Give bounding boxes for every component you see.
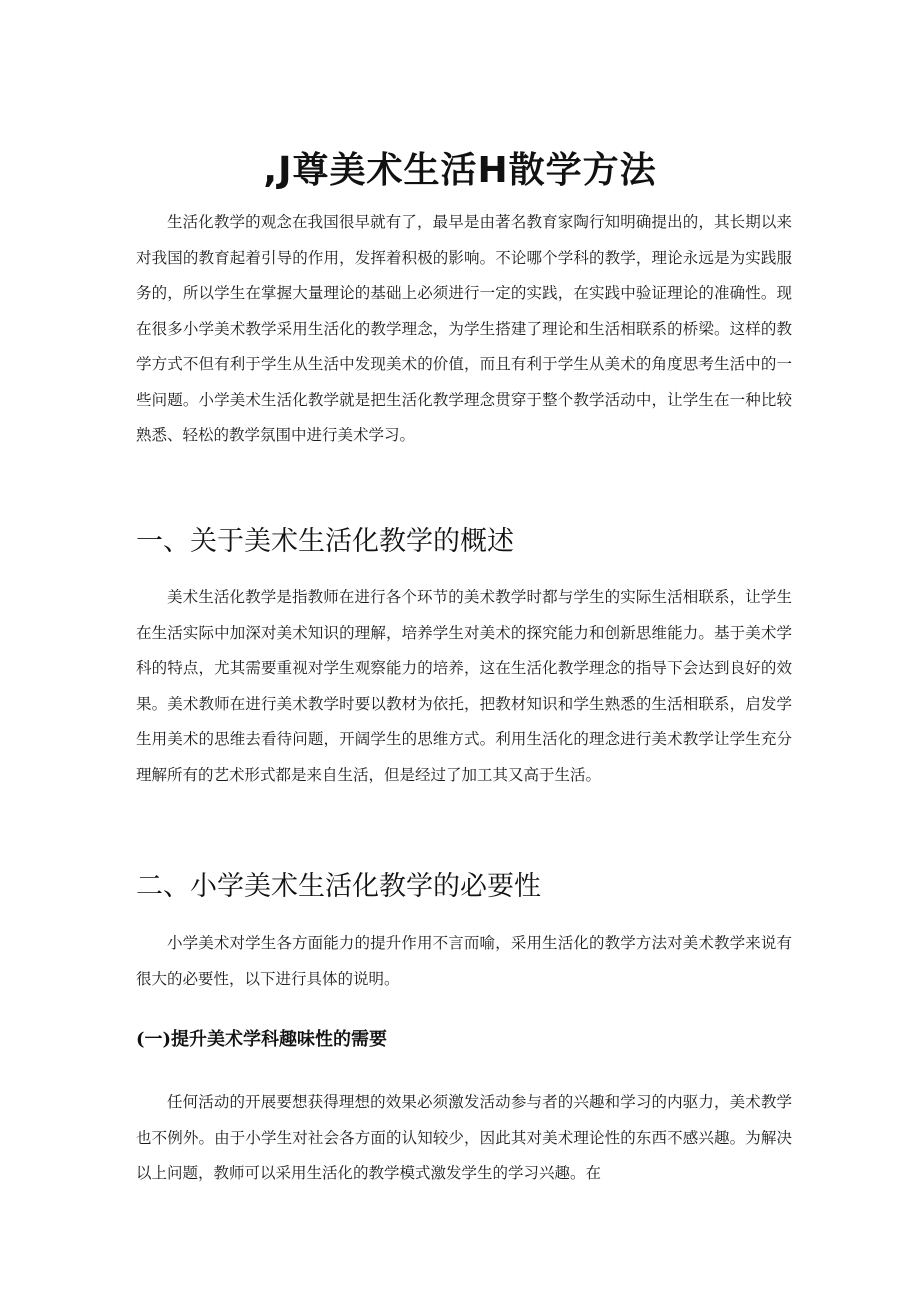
subsection-1-heading: (一)提升美术学科趣味性的需要 [136, 1029, 388, 1050]
section-1-heading: 一、关于美术生活化教学的概述 [136, 526, 514, 557]
document-title: ,J尊美术生活H散学方法 [263, 150, 657, 192]
section-2-heading: 二、小学美术生活化教学的必要性 [136, 871, 541, 902]
intro-paragraph: 生活化教学的观念在我国很早就有了，最早是由著名教育家陶行知明确提出的，其长期以来对我国的教育起着引导的作用，发挥着积极的影响。不论哪个学科的教学，理论永远是为实践服务的，所以学生在掌握大量理论的基础上必须进行一定的实践，在实践中验证理论的准确性。现在很多小学美术教学采用生活化的教学理念，为学生搭建了理论和生活相联系的桥梁。这样的教学方式不但有利于学生从生活中发现美术的价值，而且有利于学生从美术的角度思考生活中的一些问题。小学美术生活化教学就是把生活化教学理念贯穿于整个教学活动中，让学生在一种比较熟悉、轻松的教学氛围中进行美术学习。 [136, 213, 792, 444]
section-2-paragraph: 小学美术对学生各方面能力的提升作用不言而喻，采用生活化的教学方法对美术教学来说有很大的必要性，以下进行具体的说明。 [136, 934, 792, 988]
subsection-1-paragraph: 任何活动的开展要想获得理想的效果必须激发活动参与者的兴趣和学习的内驱力，美术教学也不例外。由于小学生对社会各方面的认知较少，因此其对美术理论性的东西不感兴趣。为解决以上问题，教师可以采用生活化的教学模式激发学生的学习兴趣。在 [136, 1093, 792, 1182]
section-1-paragraph: 美术生活化教学是指教师在进行各个环节的美术教学时都与学生的实际生活相联系，让学生在生活实际中加深对美术知识的理解，培养学生对美术的探究能力和创新思维能力。基于美术学科的特点，尤其需要重视对学生观察能力的培养，这在生活化教学理念的指导下会达到良好的效果。美术教师在进行美术教学时要以教材为依托，把教材知识和学生熟悉的生活相联系，启发学生用美术的思维去看待问题，开阔学生的思维方式。利用生活化的理念进行美术教学让学生充分理解所有的艺术形式都是来自生活，但是经过了加工其又高于生活。 [136, 588, 792, 784]
